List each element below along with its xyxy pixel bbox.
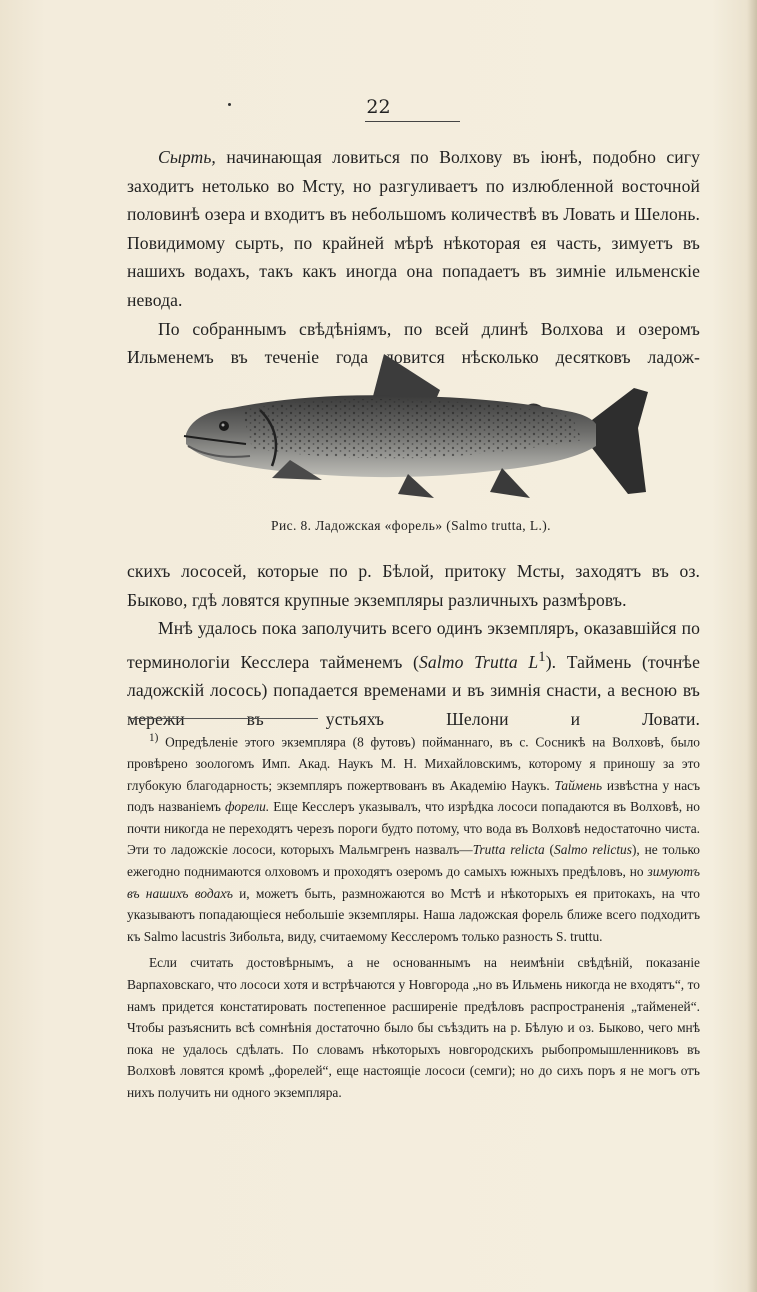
upper-text-block — [127, 143, 700, 372]
lower-text-block — [127, 557, 700, 733]
footnote-italic: зимуютъ въ нашихъ водахъ — [127, 864, 700, 901]
figure-caption: Рис. 8. Ладожская «форель» (Salmo trutta, L.). — [271, 518, 551, 533]
footnote-italic: Таймень — [554, 777, 603, 793]
footnote-text: ( — [544, 842, 554, 858]
paragraph-taimen-a: Мнѣ удалось пока заполучить всего одинъ экземпляръ, оказавшійся по терминологіи Кесслера тайменемъ ( — [127, 618, 700, 672]
footnotes — [127, 728, 700, 1104]
pelvic-fin — [398, 474, 434, 498]
footnote-text: и, можетъ быть, размножаются во Мстѣ и нѣкоторыхъ ея притокахъ, на что указываютъ попадающіеся небольшіе экземпляры. Наша ладожская форель ближе всего подходитъ къ Salmo lacustris Зибольта, виду, считаемому Кесслеромъ только разность S. truttu. — [127, 885, 701, 944]
page-edge-shadow — [747, 0, 757, 1292]
paragraph-continuation: скихъ лососей, которые по р. Бѣлой, притоку Мсты, заходятъ въ оз. Быково, гдѣ ловятся крупные экземпляры различныхъ размѣровъ. — [127, 561, 700, 610]
footnote-1 — [127, 728, 700, 947]
paragraph-syrt-lead: Сырть, — [158, 147, 216, 167]
species-name: Salmo Trutta L — [419, 651, 539, 672]
tail-fin — [592, 388, 648, 494]
paragraph-taimen — [127, 614, 700, 733]
footnote-text: Опредѣленіе этого экземпляра (8 футовъ) пойманнаго, въ с. Сосникѣ на Волховѣ, было провѣрено зоологомъ Имп. Акад. Наукъ М. Н. Михайловскимъ, которому я приношу за это глубокую благодарность; экземпляръ пожертвованъ въ Академію Наукъ. — [127, 734, 700, 793]
page-number: 22 — [366, 96, 391, 118]
footnote-ref: 1 — [538, 648, 546, 665]
footnote-2: Если считать достовѣрнымъ, а не основаннымъ на неимѣніи свѣдѣній, показаніе Варпаховскаго, что лососи хотя и встрѣчаются у Новгорода „но въ Ильмень никогда не входятъ“, то намъ придется констатировать постепенное расширеніе предѣловъ распространенія „тайменей“. Чтобы разъяснить всѣ сомнѣнія достаточно было бы съѣздить на р. Бѣлую и оз. Быково, чего мнѣ пока не удалось сдѣлать. По словамъ нѣкоторыхъ новгородскихъ рыбопромышленниковъ въ Волховѣ ловятся кромѣ „форелей“, еще настоящіе лососи (семги); но до сихъ поръ я не могъ отъ нихъ получить ни одного экземпляра. — [127, 955, 700, 1100]
footnote-italic: форели. — [225, 799, 270, 815]
footnote-italic: Salmo relictus — [554, 842, 632, 858]
footnote-text: извѣстна у насъ подъ названіемъ — [127, 777, 701, 815]
footnote-text: Еще Кесслеръ указывалъ, что изрѣдка лососи попадаются въ Волховѣ, но почти никогда не переходятъ черезъ пороги будто потому, что вода въ Волховѣ недостаточно чиста. Эти то ладожскіе лососи, которыхъ Мальмгренъ назвалъ— — [127, 799, 700, 858]
footnote-text: ), не только ежегодно поднимаются олховомъ и проходятъ озеромъ до самыхъ южныхъ предѣловъ, но — [127, 842, 700, 880]
footnote-marker: 1) — [149, 732, 159, 744]
trout-illustration — [172, 348, 652, 508]
page-number-rule — [365, 121, 460, 122]
footnote-italic: Trutta relicta — [472, 842, 545, 858]
paragraph-taimen-b: ). Таймень (точнѣе ладожскій лосось) попадается временами и въ зимнія снасти, а весною въ мережи въ устьяхъ Шелони и Ловати. — [127, 651, 700, 729]
paragraph-salmon-catch: По собраннымъ свѣдѣніямъ, по всей длинѣ Волхова и озеромъ Ильменемъ въ теченіе года ловится нѣсколько десятковъ ладож- — [127, 318, 700, 368]
paragraph-syrt — [127, 143, 700, 315]
footnote-rule — [128, 718, 318, 719]
paragraph-syrt-body: начинающая ловиться по Волхову въ іюнѣ, подобно сигу заходитъ нетолько во Мсту, но разгуливаетъ по излюбленной восточной половинѣ озера и входитъ въ небольшомъ количествѣ въ Ловать и Шелонь. Повидимому сырть, по крайней мѣрѣ нѣкоторая ея часть, зимуетъ въ нашихъ водахъ, такъ какъ иногда она попадаетъ въ зимніе ильменскіе невода. — [127, 147, 700, 310]
anal-fin — [490, 468, 530, 498]
